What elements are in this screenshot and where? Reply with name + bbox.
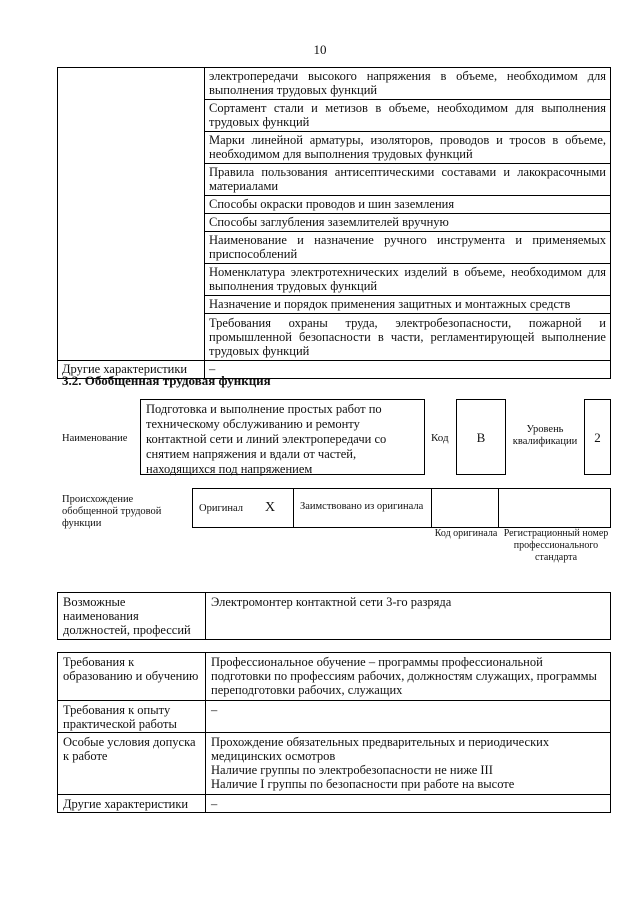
admission-value <box>206 733 611 795</box>
other-label: Другие характеристики <box>58 795 206 813</box>
knowledge-item: Способы окраски проводов и шин заземления <box>205 196 611 214</box>
admission-line: Наличие группы по электробезопасности не ниже III <box>211 763 493 777</box>
reg-caption: Регистрационный номер профессионального стандарта <box>503 528 609 563</box>
education-value: Профессиональное обучение – программы профессиональной подготовки по профессиям рабочих, должностям служащих, программы переподготовки рабочих, служащих <box>206 653 611 701</box>
positions-table <box>57 592 611 640</box>
experience-label: Требования к опыту практической работы <box>58 701 206 733</box>
code-value: B <box>476 430 486 445</box>
experience-value: – <box>206 701 611 733</box>
gtf-name-box <box>140 399 425 475</box>
knowledge-item: Сортамент стали и метизов в объеме, необходимом для выполнения трудовых функций <box>205 100 611 132</box>
original-mark: X <box>265 500 276 515</box>
admission-label: Особые условия допуска к работе <box>58 733 206 795</box>
gtf-name-value: Подготовка и выполнение простых работ по техническому обслуживанию и ремонту контактной сети и линий электропередачи со снятием напряжения и вдали от частей, находящихся под напряжением <box>146 402 387 476</box>
original-code-cell <box>431 488 499 528</box>
borrowed-cell <box>293 488 432 528</box>
code-label: Код <box>431 432 449 444</box>
knowledge-item: электропередачи высокого напряжения в объеме, необходимом для выполнения трудовых функций <box>205 68 611 100</box>
positions-label: Возможные наименования должностей, профессий <box>58 593 206 640</box>
borrowed-label: Заимствовано из оригинала <box>300 501 424 512</box>
knowledge-item: Способы заглубления заземлителей вручную <box>205 214 611 232</box>
knowledge-item: Наименование и назначение ручного инструмента и применяемых приспособлений <box>205 232 611 264</box>
education-label: Требования к образованию и обучению <box>58 653 206 701</box>
page-number: 10 <box>313 42 327 57</box>
other-characteristics-label: Другие характеристики <box>58 361 205 379</box>
section-title: 3.2. Обобщенная трудовая функция <box>62 373 271 388</box>
admission-line: Наличие I группы по безопасности при работе на высоте <box>211 777 515 791</box>
reg-number-cell <box>498 488 611 528</box>
requirements-table <box>57 652 611 813</box>
other-value: – <box>206 795 611 813</box>
knowledge-item: Правила пользования антисептическими составами и лакокрасочными материалами <box>205 164 611 196</box>
original-label: Оригинал <box>199 503 243 514</box>
other-characteristics-value: – <box>205 361 611 379</box>
admission-line: Прохождение обязательных предварительных и периодических медицинских осмотров <box>211 735 550 763</box>
code-caption: Код оригинала <box>434 528 498 539</box>
knowledge-table <box>57 67 611 379</box>
level-label: Уровень квалификации <box>512 424 578 447</box>
name-label: Наименование <box>62 433 128 444</box>
origin-label: Происхождение обобщенной трудовой функции <box>62 494 162 529</box>
knowledge-item: Номенклатура электротехнических изделий в объеме, необходимом для выполнения трудовых функций <box>205 264 611 296</box>
knowledge-item: Назначение и порядок применения защитных и монтажных средств <box>205 296 611 314</box>
code-box <box>456 399 506 475</box>
knowledge-item: Требования охраны труда, электробезопасности, пожарной и промышленной безопасности в части, регламентирующей выполнение трудовых функций <box>205 314 611 361</box>
level-value: 2 <box>594 430 601 445</box>
level-box <box>584 399 611 475</box>
table-cell-empty <box>58 68 205 361</box>
knowledge-item: Марки линейной арматуры, изоляторов, проводов и тросов в объеме, необходимом для выполнения трудовых функций <box>205 132 611 164</box>
original-cell <box>192 488 294 528</box>
positions-value: Электромонтер контактной сети 3-го разряда <box>206 593 611 640</box>
